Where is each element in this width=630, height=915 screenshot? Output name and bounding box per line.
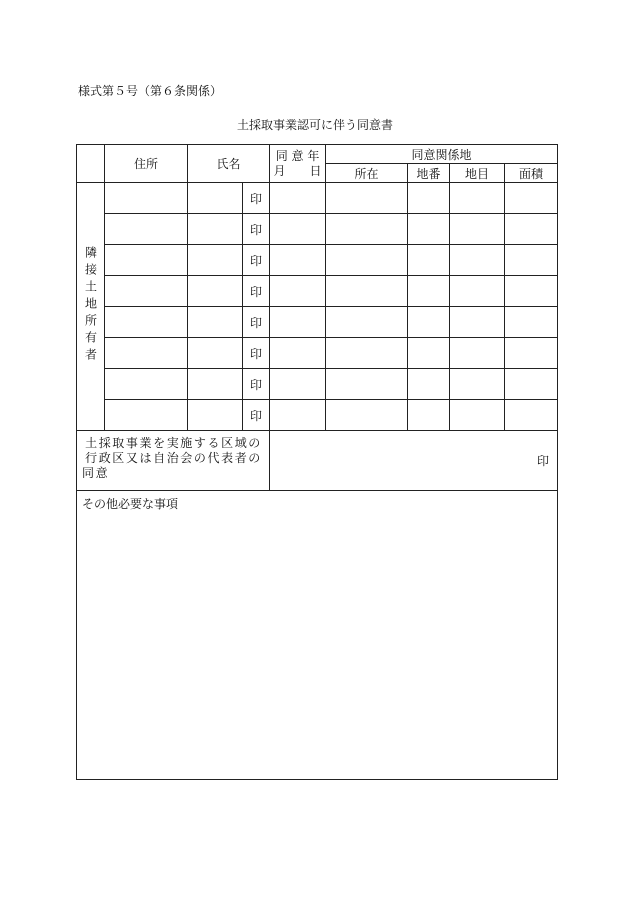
consent-date-cell[interactable] <box>270 245 326 276</box>
area-cell[interactable] <box>505 214 558 245</box>
seal-cell: 印 <box>243 276 270 307</box>
representative-signature-field[interactable] <box>270 431 558 491</box>
consent-table <box>76 144 558 780</box>
name-cell[interactable] <box>188 369 243 400</box>
location-cell[interactable] <box>326 183 408 214</box>
table-row <box>77 245 558 276</box>
table-row <box>77 369 558 400</box>
lot-number-cell[interactable] <box>408 245 450 276</box>
name-cell[interactable] <box>188 214 243 245</box>
name-cell[interactable] <box>188 183 243 214</box>
location-cell[interactable] <box>326 214 408 245</box>
name-cell[interactable] <box>188 338 243 369</box>
location-cell[interactable] <box>326 276 408 307</box>
area-cell[interactable] <box>505 369 558 400</box>
seal-cell: 印 <box>243 369 270 400</box>
area-cell[interactable] <box>505 183 558 214</box>
other-matters-label: その他必要な事項 <box>82 497 179 511</box>
seal-cell: 印 <box>243 400 270 431</box>
land-category-cell[interactable] <box>450 400 505 431</box>
lot-number-cell[interactable] <box>408 338 450 369</box>
table-row <box>77 276 558 307</box>
land-category-cell[interactable] <box>450 307 505 338</box>
consent-date-cell[interactable] <box>270 183 326 214</box>
name-cell[interactable] <box>188 307 243 338</box>
header-location: 所在 <box>326 164 408 183</box>
header-consent-date <box>270 145 326 183</box>
land-category-cell[interactable] <box>450 183 505 214</box>
table-row <box>77 183 558 214</box>
area-cell[interactable] <box>505 276 558 307</box>
name-cell[interactable] <box>188 276 243 307</box>
land-category-cell[interactable] <box>450 276 505 307</box>
consent-date-cell[interactable] <box>270 369 326 400</box>
header-name: 氏名 <box>188 145 270 183</box>
adjacent-owner-label-cell <box>77 183 105 431</box>
header-lot-number: 地番 <box>408 164 450 183</box>
area-cell[interactable] <box>505 338 558 369</box>
location-cell[interactable] <box>326 400 408 431</box>
area-cell[interactable] <box>505 245 558 276</box>
seal-cell: 印 <box>243 183 270 214</box>
table-row <box>77 338 558 369</box>
form-number: 様式第５号（第６条関係） <box>78 84 223 98</box>
address-cell[interactable] <box>105 369 188 400</box>
address-cell[interactable] <box>105 307 188 338</box>
location-cell[interactable] <box>326 245 408 276</box>
land-category-cell[interactable] <box>450 214 505 245</box>
lot-number-cell[interactable] <box>408 276 450 307</box>
address-cell[interactable] <box>105 214 188 245</box>
location-cell[interactable] <box>326 338 408 369</box>
land-category-cell[interactable] <box>450 245 505 276</box>
consent-date-cell[interactable] <box>270 276 326 307</box>
address-cell[interactable] <box>105 338 188 369</box>
location-cell[interactable] <box>326 369 408 400</box>
name-cell[interactable] <box>188 245 243 276</box>
location-cell[interactable] <box>326 307 408 338</box>
lot-number-cell[interactable] <box>408 369 450 400</box>
header-related-land: 同意関係地 <box>326 145 558 164</box>
header-consent-date-line2: 月 日 <box>273 163 322 178</box>
header-area: 面積 <box>505 164 558 183</box>
other-matters-field[interactable] <box>77 491 558 780</box>
name-cell[interactable] <box>188 400 243 431</box>
address-cell[interactable] <box>105 183 188 214</box>
table-row <box>77 214 558 245</box>
header-land-category: 地目 <box>450 164 505 183</box>
seal-cell: 印 <box>243 338 270 369</box>
land-category-cell[interactable] <box>450 369 505 400</box>
land-category-cell[interactable] <box>450 338 505 369</box>
seal-cell: 印 <box>243 214 270 245</box>
document-title: 土採取事業認可に伴う同意書 <box>236 118 393 132</box>
area-cell[interactable] <box>505 307 558 338</box>
seal-cell: 印 <box>243 245 270 276</box>
consent-date-cell[interactable] <box>270 307 326 338</box>
header-corner-cell <box>77 145 105 183</box>
address-cell[interactable] <box>105 245 188 276</box>
header-address: 住所 <box>105 145 188 183</box>
consent-date-cell[interactable] <box>270 338 326 369</box>
consent-date-cell[interactable] <box>270 214 326 245</box>
table-row <box>77 400 558 431</box>
header-consent-date-line1: 同 意 年 <box>275 148 320 163</box>
lot-number-cell[interactable] <box>408 307 450 338</box>
lot-number-cell[interactable] <box>408 183 450 214</box>
table-row <box>77 307 558 338</box>
representative-seal-mark: 印 <box>537 454 550 468</box>
consent-date-cell[interactable] <box>270 400 326 431</box>
address-cell[interactable] <box>105 276 188 307</box>
lot-number-cell[interactable] <box>408 214 450 245</box>
lot-number-cell[interactable] <box>408 400 450 431</box>
seal-cell: 印 <box>243 307 270 338</box>
representative-label: 土採取事業を実施する区域の行政区又は自治会の代表者の同意 <box>77 431 270 491</box>
address-cell[interactable] <box>105 400 188 431</box>
adjacent-owner-label: 隣接土地所有者 <box>83 245 98 365</box>
area-cell[interactable] <box>505 400 558 431</box>
